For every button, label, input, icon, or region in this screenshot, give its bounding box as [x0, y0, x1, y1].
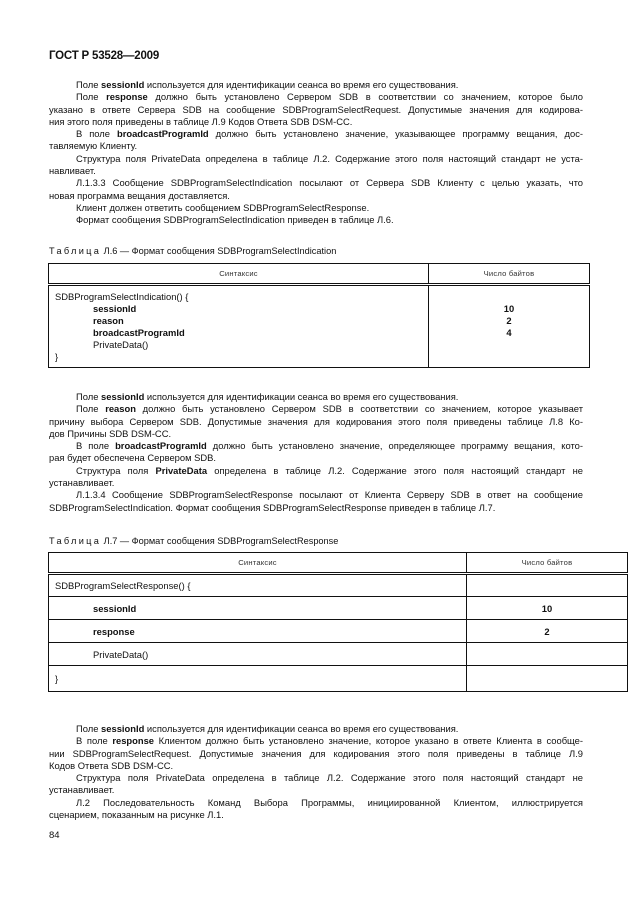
syntax-line: PrivateData() [93, 339, 149, 350]
table-row [49, 597, 628, 620]
paragraph: В поле broadcastProgramId должно быть установлено значение, указывающее программу вещания, дос- [76, 128, 583, 140]
syntax-line: broadcastProgramId [93, 327, 185, 338]
paragraph-line: SDBProgramSelectIndication. Формат сообщения SDBProgramSelectResponse приведен в таблице Л.7. [49, 501, 496, 513]
table-l6 [48, 263, 590, 368]
bytes-value [429, 351, 589, 363]
table-caption: Таблица Л.6 — Формат сообщения SDBProgramSelectIndication [49, 246, 337, 256]
paragraph-line: указано в ответе Сервера SDB на сообщение SDBProgramSelectRequest. Допустимые значения для кодирова- [49, 103, 583, 115]
paragraph: Л.2 Последовательность Команд Выбора Программы, инициированной Клиентом, иллюстрируется [76, 796, 583, 808]
bytes-cell: 2 [467, 620, 628, 643]
bytes-cell [467, 574, 628, 597]
bytes-cell [467, 643, 628, 666]
paragraph-line: тавляемую Клиенту. [49, 140, 138, 152]
paragraph: В поле response Клиентом должно быть установлено значение, которое указано в ответе Клиента в сообще- [76, 735, 584, 747]
syntax-line: SDBProgramSelectIndication() { [55, 291, 189, 302]
column-header-bytes: Число байтов [429, 264, 590, 285]
paragraph: Поле sessionId используется для идентификации сеанса во время его существования. [76, 391, 459, 402]
syntax-line: } [55, 351, 59, 362]
paragraph: Клиент должен ответить сообщением SDBProgramSelectResponse. [76, 201, 370, 213]
paragraph-line: рая будет обеспечена Сервером SDB. [49, 452, 217, 464]
paragraph: Структура поля PrivateData определена в таблице Л.2. Содержание этого поля настоящий стандарт не уста- [76, 152, 583, 164]
paragraph: Формат сообщения SDBProgramSelectIndication приведен в таблице Л.6. [76, 214, 394, 226]
table-caption: Таблица Л.7 — Формат сообщения SDBProgramSelectResponse [49, 536, 339, 546]
syntax-cell: } [49, 666, 467, 692]
paragraph: Структура поля PrivateData определена в таблице Л.2. Содержание этого поля настоящий стандарт не [76, 464, 583, 476]
paragraph-line: нии SDBProgramSelectRequest. Допустимые значения для кодирования этого поля приведены в таблице Л.9 [49, 747, 583, 759]
paragraph-line: новая программа вещания доставляется. [49, 189, 230, 201]
paragraph-line: причину выбора Сервером SDB. Допустимые значения для кодирования этого поля приведены таблице Л.8 Ко- [49, 415, 583, 427]
paragraph-line: устанавливает. [49, 784, 115, 796]
section-3 [49, 723, 583, 821]
syntax-cell [49, 285, 429, 368]
column-header-syntax: Синтаксис [49, 553, 467, 574]
bytes-value: 10 [503, 303, 515, 314]
paragraph: Л.1.3.3 Сообщение SDBProgramSelectIndication посылают от Сервера SDB Клиенту с целью указать, что [76, 177, 583, 189]
syntax-cell: response [49, 620, 467, 643]
syntax-line: sessionId [93, 303, 137, 314]
column-header-syntax: Синтаксис [49, 264, 429, 285]
paragraph-line: дов Причины SDB DSM-CC. [49, 427, 172, 439]
paragraph-line: устанавливает. [49, 477, 115, 489]
table-row [49, 666, 628, 692]
table-row [49, 643, 628, 666]
paragraph-line: сценарием, показанным на рисунке Л.1. [49, 809, 224, 821]
section-1 [49, 79, 583, 227]
table-row [49, 620, 628, 643]
syntax-cell: SDBProgramSelectResponse() { [49, 574, 467, 597]
bytes-value: 4 [506, 327, 512, 338]
paragraph: Л.1.3.4 Сообщение SDBProgramSelectResponse посылают от Клиента Серверу SDB в ответ на сообщение [76, 489, 583, 501]
paragraph: Поле response должно быть установлено Сервером SDB в соответствии со значением, которое было [76, 91, 583, 103]
table-row [49, 574, 628, 597]
paragraph: Поле sessionId используется для идентификации сеанса во время его существования. [76, 723, 459, 734]
section-2 [49, 391, 583, 514]
bytes-cell: 10 [467, 597, 628, 620]
table-l7 [48, 552, 628, 692]
paragraph: Поле sessionId используется для идентификации сеанса во время его существования. [76, 79, 459, 90]
paragraph-line: Кодов Ответа SDB DSM-CC. [49, 759, 174, 771]
paragraph-line: навливает. [49, 165, 96, 177]
syntax-line: reason [93, 315, 124, 326]
column-header-bytes: Число байтов [467, 553, 628, 574]
bytes-value [429, 339, 589, 351]
bytes-value [429, 291, 589, 303]
paragraph: Структура поля PrivateData определена в таблице Л.2. Содержание этого поля настоящий стандарт не [76, 772, 583, 784]
page-number: 84 [49, 830, 60, 841]
bytes-cell [467, 666, 628, 692]
paragraph-line: ния этого поля приведены в таблице Л.9 Кодов Ответа SDB DSM-CC. [49, 115, 353, 127]
bytes-cell [429, 285, 590, 368]
paragraph: Поле reason должно быть установлено Сервером SDB в соответствии со значением, которое указывает [76, 403, 583, 415]
syntax-cell: sessionId [49, 597, 467, 620]
bytes-value: 2 [506, 315, 512, 326]
paragraph: В поле broadcastProgramId должно быть установлено значение, определяющее программу вещания, кото- [76, 440, 583, 452]
document-header: ГОСТ Р 53528—2009 [49, 50, 160, 62]
syntax-cell: PrivateData() [49, 643, 467, 666]
